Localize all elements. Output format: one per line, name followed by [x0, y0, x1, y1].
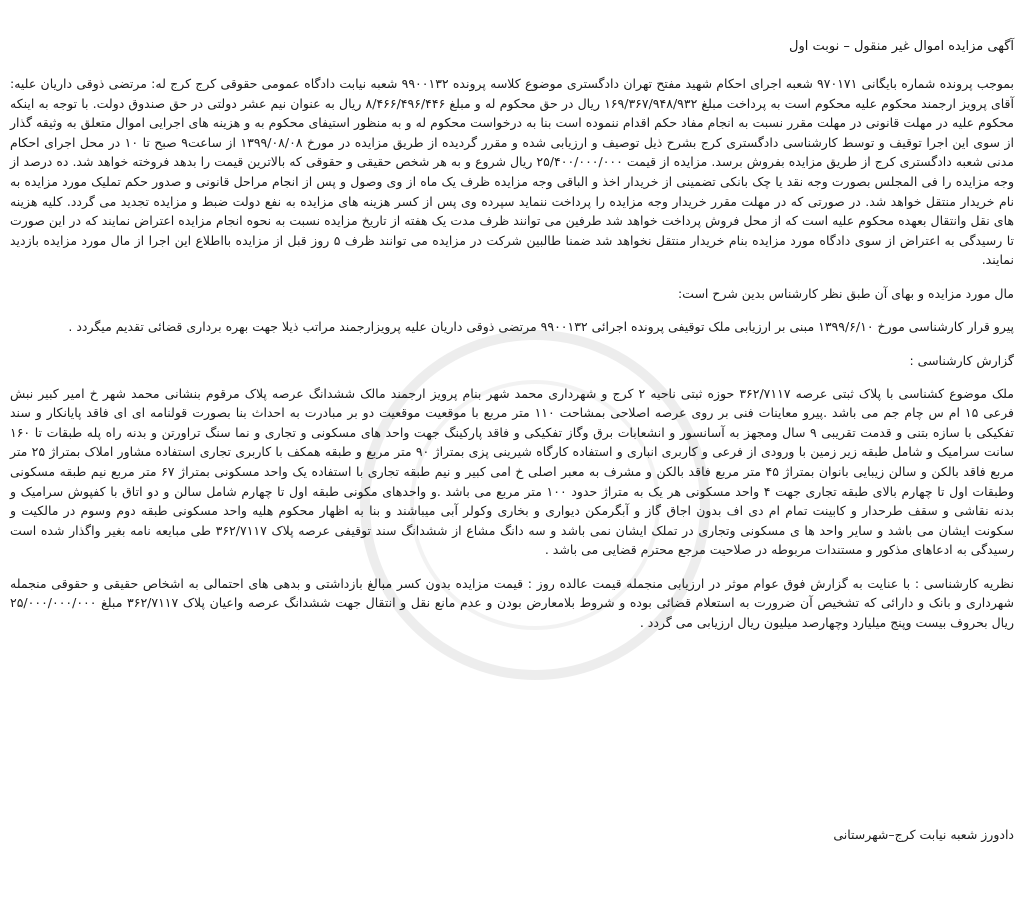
- ruling-paragraph: بموجب پرونده شماره بایگانی ۹۷۰۱۷۱ شعبه اجرای احکام شهید مفتح تهران دادگستری موضوع کلاسه پرونده ۹۹۰۰۱۳۲ شعبه نیابت دادگاه عمومی حقوقی کرج کرج له: مرتضی ذوقی داریان علیه: آقای پرویز ارجمند محکوم علیه محکوم است به پرداخت مبلغ ۱۶۹/۳۶۷/۹۴۸/۹۳۲ ریال در حق محکوم له و مبلغ ۸/۴۶۶/۴۹۶/۴۴۶ ریال به عنوان نیم عشر دولتی در حق صندوق دولت. با توجه به اینکه محکوم علیه در مهلت قانونی در مهلت مقرر نسبت به انجام مفاد حکم اقدام ننموده است بنا به درخواست محکوم له و به منظور استیفای محکوم به و هزینه های اجرایی اموال متعلق به وثیقه گذار از سوی این اجرا توقیف و توسط کارشناسی دادگستری کرج بشرح ذیل توصیف و ارزیابی شده و مقرر گردیده از طریق مزایده در مورخ ۱۳۹۹/۰۸/۰۸ از ساعت۹ صبح تا ۱۰ در محل اجرای احکام مدنی شعبه دادگستری کرج از طریق مزایده بفروش برسد. مزایده از قیمت ۲۵/۴۰۰/۰۰۰/۰۰۰ ریال شروع و به هر شخص حقیقی و حقوقی که بالاترین قیمت را بدهد فروخته خواهد شد. ده درصد از وجه مزایده را فی المجلس بصورت وجه نقد یا چک بانکی تضمینی از خریدار اخذ و الباقی وجه مزایده ظرف یک ماه از وی وصول و پس از انجام مراحل قانونی و صدور حکم تملیک مورد مزایده به نام خریدار منتقل خواهد شد. در صورتی که در مهلت مقرر خریدار وجه مزایده را پرداخت ننماید سپرده وی پس از کسر هزینه های مزایده به نفع دولت ضبط و مزایده تجدید می گردد. کلیه هزینه های نقل وانتقال بعهده محکوم علیه است که از محل فروش پرداخت خواهد شد طرفین می توانند ظرف مدت یک هفته از تاریخ مزایده نسبت به نحوه انجام مزایده اعتراض نمایند که در این صورت تا رسیدگی به اعتراض از سوی دادگاه مورد مزایده بنام خریدار منتقل نخواهد شد ضمنا طالبین شرکت در مزایده می توانند ظرف ۵ روز قبل از مزایده بااطلاع این اجرا از مال مورد مزایده بازدید نمایند.: [10, 76, 1014, 268]
- property-heading: مال مورد مزایده و بهای آن طبق نظر کارشناس بدین شرح است:: [677, 285, 1014, 301]
- expert-intro-paragraph: پیرو قرار کارشناسی مورخ ۱۳۹۹/۶/۱۰ مبنی بر ارزیابی ملک توقیفی پرونده اجرائی ۹۹۰۰۱۳۲ مرتضی ذوقی داریان علیه پرویزارجمند مراتب ذیلا جهت بهره برداری قضائی تقدیم میگردد .: [68, 318, 1014, 334]
- report-heading: گزارش کارشناسی :: [909, 352, 1014, 368]
- expert-opinion-paragraph: نظریه کارشناسی : با عنایت به گزارش فوق عوام موثر در ارزیابی منجمله قیمت عالده روز : قیمت مزایده بدون کسر مبالغ بازداشتی و بدهی های احتمالی به اشخاص حقیقی و حقوقی منجمله شهرداری و بانک و دارائی که تشخیص آن ضرورت به استعلام قضائی بوده و شروط بلامعارض بودن و عدم مانع نقل و انتقال جهت ششدانگ عرصه واعیان پلاک ۳۶۲/۷۱۱۷ مبلغ ۲۵/۰۰۰/۰۰۰/۰۰۰ ریال بحروف بیست وپنج میلیارد وچهارصد میلیون ریال ارزیابی می گردد .: [10, 575, 1014, 631]
- signature-line: دادورز شعبه نیابت کرج–شهرستانی: [833, 827, 1014, 842]
- expert-report-paragraph: ملک موضوع کشناسی با پلاک ثبتی عرصه ۳۶۲/۷۱۱۷ حوزه ثبتی ناحیه ۲ کرج و شهرداری محمد شهر بنام پرویز ارجمند مالک ششدانگ عرصه پلاک مرقوم بنشانی محمد شهر خ امیر کبیر نبش فرعی ۱۵ ام س چام جم می باشد .پیرو معاینات فنی بر روی عرصه اصلاحی بمشاحت ۱۱۰ متر مربع با موقعیت موقعیت دو بر مبادرت به احداث بنا بصورت قولنامه ای ای فاقد پایانکار و سند تفکیکی با سازه بتنی و قدمت تقریبی ۹ سال ومجهز به آسانسور و انشعابات برق وگاز تفکیکی و فاقد پارکینگ جهت واحد های مسکونی و تجاری و نما سنگ تراورتن و بدنه راه پله طبقات تا ۱۶۰ سانت سرامیک و شامل طبقه زیر زمین با ورودی از فرعی و کاربری انباری و استفاده کارگاه شیرینی پزی بمتراژ ۹۰ متر مربع و طبقه همکف با کاربری تجاری استفاده مشاور املاک بمتراژ ۲۵ متر مربع فاقد بالکن و سالن زیبایی بانوان بمتراژ ۴۵ متر مربع فاقد بالکن و مشرف به معبر اصلی خ امی کبیر و نیم طبقه تجاری با استفاده یک واحد مسکونی بمتراژ ۶۷ متر مربع نیم طبقه مسکونی وطبقات اول تا چهارم بالای طبقه تجاری جهت ۴ واحد مسکونی هر یک به متراژ حدود ۱۰۰ متر مربع می باشد .و واحدهای مکونی طبقه اول تا چهارم شامل سالن و دو اتاق با کفپوش سرامیک و بدنه نقاشی و سقف طرحدار و کابینت تمام ام دی اف بدون اجاق گاز و آبگرمکن دیواری و بخاری وکولر آبی میباشند و بنا به اظهار محکوم هلیه واحد مسکونی طبقه دوم وسوم در مالکیت و سکونت ایشان می باشد و سایر واحد ها ی مسکونی وتجاری در تملک ایشان نمی باشد و سه دانگ مشاع از ششدانگ سند توقیفی عرصه پلاک ۳۶۲/۷۱۱۷ طی مبایعه نامه بغیر واگذار شده است رسیدگی به ادعاهای مذکور و مستندات مربوطه در صلاحیت مرجع محترم قضایی می باشد .: [10, 385, 1015, 558]
- notice-title: آگهی مزایده اموال غیر منقول – نوبت اول: [789, 39, 1014, 54]
